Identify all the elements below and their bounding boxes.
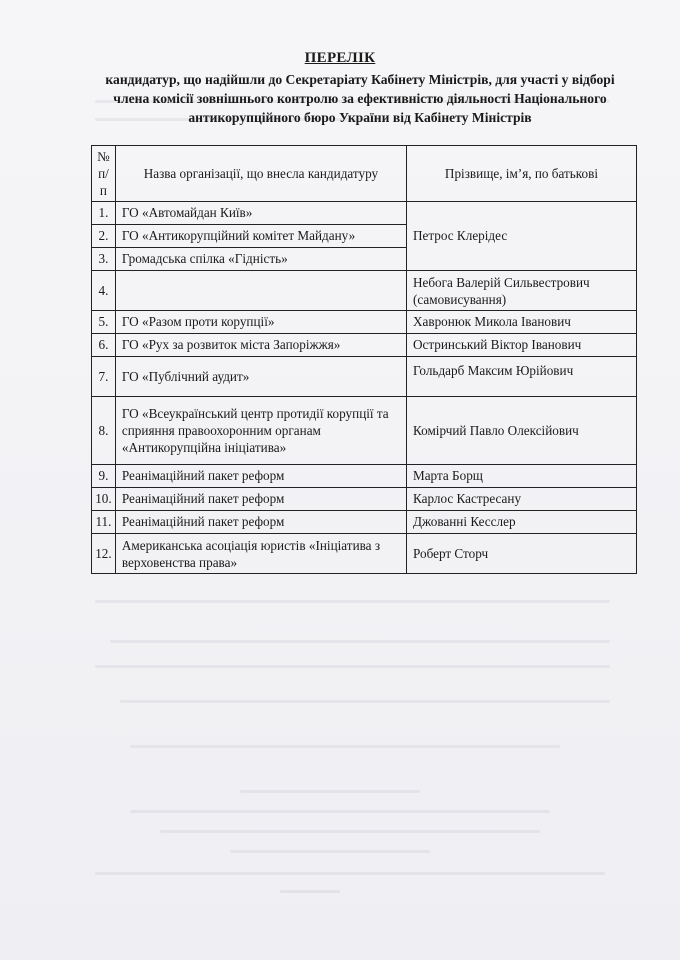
document-subtitle: кандидатур, що надійшли до Секретаріату Кабінету Міністрів, для участі у відборі члена комісії зовнішнього контролю за ефективністю діяльності Національного антикорупційного бюро України від Кабінету Міністрів [105,72,615,125]
row-org: ГО «Всеукраїнський центр протидії корупції та сприяння правоохоронним органам «Антикорупційна ініціатива» [115,397,406,465]
row-org: ГО «Разом проти корупції» [115,311,406,334]
bleed-through [130,745,560,748]
bleed-through [230,850,430,853]
row-name: Карлос Кастресану [406,488,636,511]
bleed-through [280,890,340,893]
document-title: ПЕРЕЛІК [304,50,376,66]
row-num: 6. [92,334,116,357]
row-org: Громадська спілка «Гідність» [115,248,406,271]
row-num: 2. [92,225,116,248]
table-row [92,271,637,311]
row-name: Комірчий Павло Олексійович [406,397,636,465]
row-num: 4. [92,271,116,311]
bleed-through [120,700,610,703]
row-org: Американська асоціація юристів «Ініціатива з верховенства права» [115,534,406,574]
bleed-through [160,830,540,833]
table-row [92,202,637,225]
bleed-through [110,640,610,643]
header-name: Прізвище, ім’я, по батькові [406,146,636,202]
bleed-through [95,600,610,603]
table-row [92,488,637,511]
bleed-through [95,872,605,875]
row-org: Реанімаційний пакет реформ [115,511,406,534]
header-num: № п/п [92,146,116,202]
bleed-through [240,790,420,793]
table-row [92,465,637,488]
table-row [92,534,637,574]
row-num: 3. [92,248,116,271]
row-name: Остринський Віктор Іванович [406,334,636,357]
row-name: Джованні Кесслер [406,511,636,534]
row-org: Реанімаційний пакет реформ [115,488,406,511]
row-num: 5. [92,311,116,334]
row-org: ГО «Антикорупційний комітет Майдану» [115,225,406,248]
row-org: ГО «Рух за розвиток міста Запоріжжя» [115,334,406,357]
row-name: Гольдарб Максим Юрійович [406,357,636,397]
row-num: 1. [92,202,116,225]
candidates-table [91,145,637,574]
row-num: 10. [92,488,116,511]
bleed-through [130,810,550,813]
row-num: 11. [92,511,116,534]
row-org [115,271,406,311]
row-num: 9. [92,465,116,488]
row-name: Марта Борщ [406,465,636,488]
table-row [92,357,637,397]
row-org: ГО «Автомайдан Київ» [115,202,406,225]
table-row [92,511,637,534]
row-org: Реанімаційний пакет реформ [115,465,406,488]
header-org: Назва організації, що внесла кандидатуру [115,146,406,202]
table-row [92,397,637,465]
bleed-through [95,665,610,668]
table-header-row [92,146,637,202]
row-name: Петрос Клерідес [406,202,636,271]
row-name: Хавронюк Микола Іванович [406,311,636,334]
row-num: 8. [92,397,116,465]
table-row [92,311,637,334]
row-name: Роберт Сторч [406,534,636,574]
row-num: 12. [92,534,116,574]
row-org: ГО «Публічний аудит» [115,357,406,397]
row-name: Небога Валерій Сильвестрович (самовисування) [406,271,636,311]
row-num: 7. [92,357,116,397]
table-row [92,334,637,357]
